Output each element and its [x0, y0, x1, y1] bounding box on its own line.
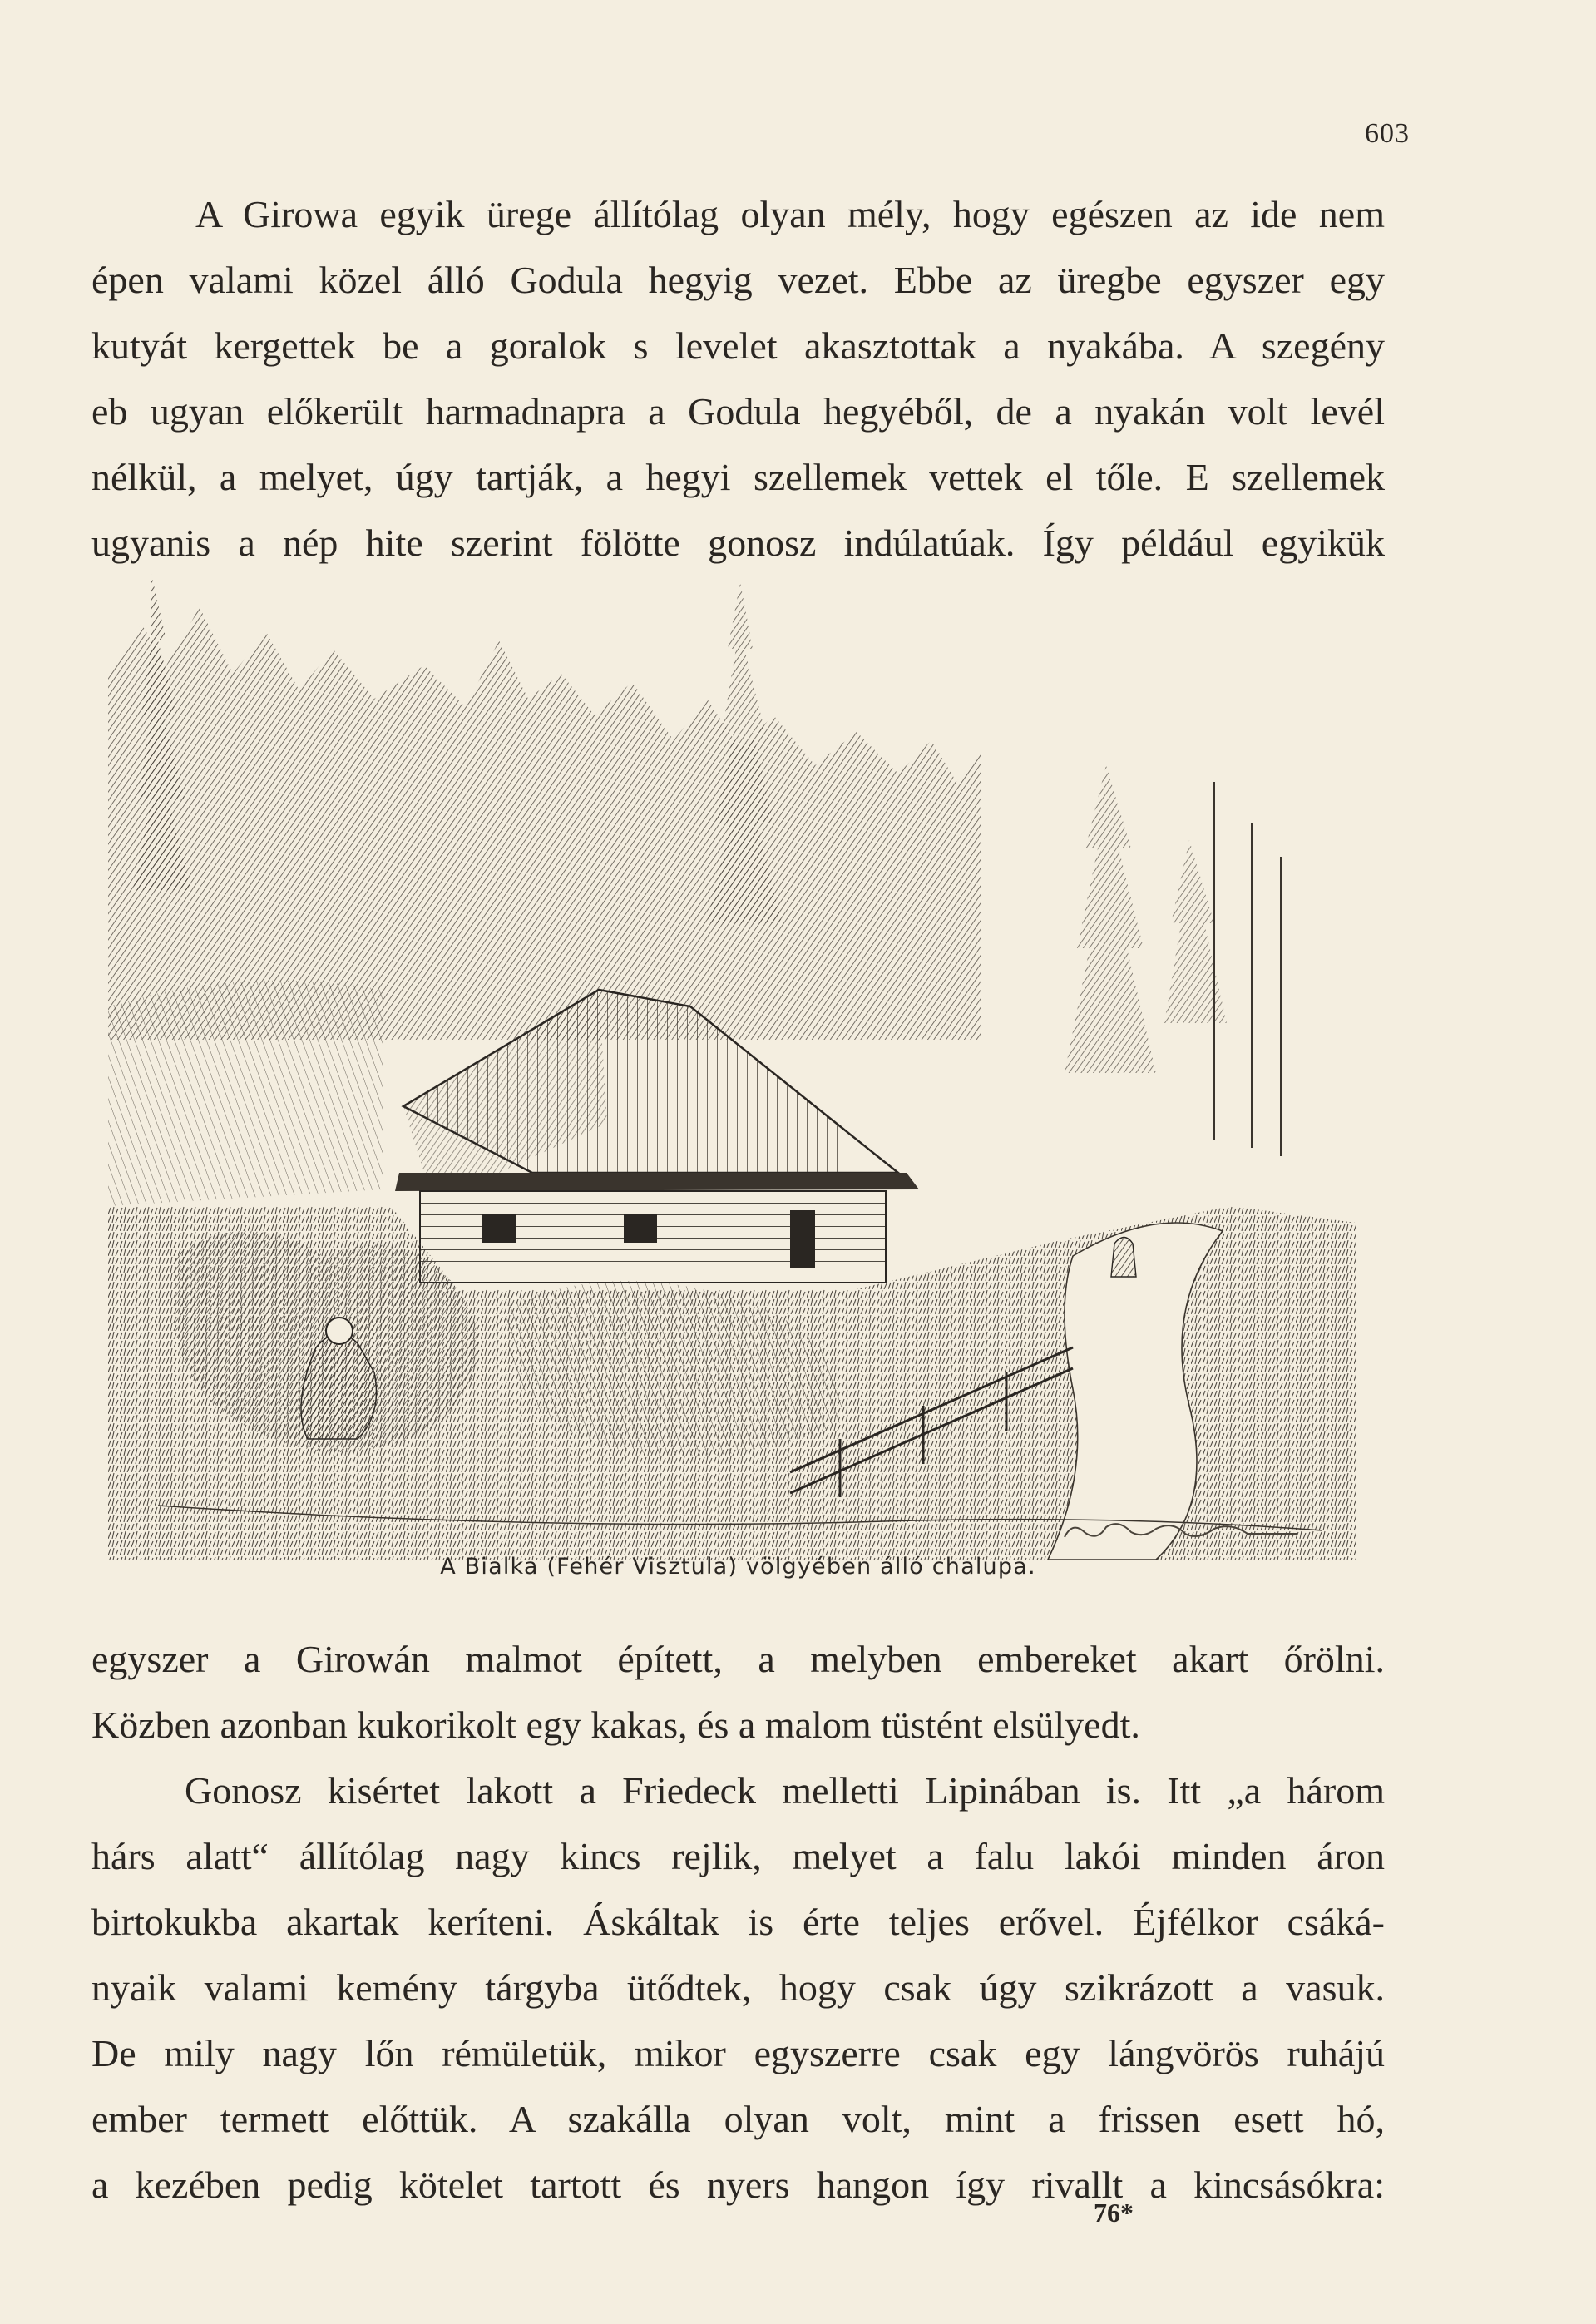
figure-caption: A Bialka (Fehér Visztula) völgyében álló chalupa. [440, 1554, 1036, 1580]
text-line: hárs alatt“ állítólag nagy kincs rejlik, melyet a falu lakói minden áron [91, 1835, 1385, 1877]
paragraph-bottom [91, 1626, 1385, 2218]
illustration-chalupa [108, 574, 1356, 1560]
text-line: nélkül, a melyet, úgy tartják, a hegyi szellemek vettek el tőle. E szellemek [91, 456, 1385, 498]
paragraph-top [91, 181, 1385, 576]
text-line: egyszer a Girowán malmot épített, a melyben embereket akart őrölni. [91, 1638, 1385, 1680]
text-line: kutyát kergettek be a goralok s levelet akasztottak a nyakába. A szegény [91, 324, 1385, 367]
text-line: De mily nagy lőn rémületük, mikor egyszerre csak egy lángvörös ruhájú [91, 2032, 1385, 2074]
text-line: eb ugyan előkerült harmadnapra a Godula hegyéből, de a nyakán volt levél [91, 390, 1385, 433]
text-line: Közben azonban kukorikolt egy kakas, és a malom tüstént elsülyedt. [91, 1703, 1140, 1746]
signature-scribble-icon [1056, 1512, 1306, 1545]
text-line: ugyanis a nép hite szerint fölötte gonosz indúlatúak. Így például egyikük [91, 522, 1385, 564]
text-line: nyaik valami kemény tárgyba ütődtek, hogy csak úgy szikrázott a vasuk. [91, 1966, 1385, 2009]
text-line: birtokukba akartak keríteni. Áskáltak is érte teljes erővel. Éjfélkor csáká- [91, 1901, 1385, 1943]
text-line: épen valami közel álló Godula hegyig vezet. Ebbe az üregbe egyszer egy [91, 259, 1385, 301]
signature-mark: 76* [1094, 2198, 1134, 2228]
page-number: 603 [1365, 118, 1410, 149]
text-line: ember termett előttük. A szakálla olyan volt, mint a frissen esett hó, [91, 2098, 1385, 2140]
text-line: a kezében pedig kötelet tartott és nyers hangon így rivallt a kincsásókra: [91, 2163, 1385, 2206]
artist-signature [1056, 1512, 1306, 1545]
text-line: A Girowa egyik ürege állítólag olyan mély, hogy egészen az ide nem [195, 193, 1385, 235]
text-line: Gonosz kisértet lakott a Friedeck melletti Lipinában is. Itt „a három [185, 1769, 1385, 1812]
